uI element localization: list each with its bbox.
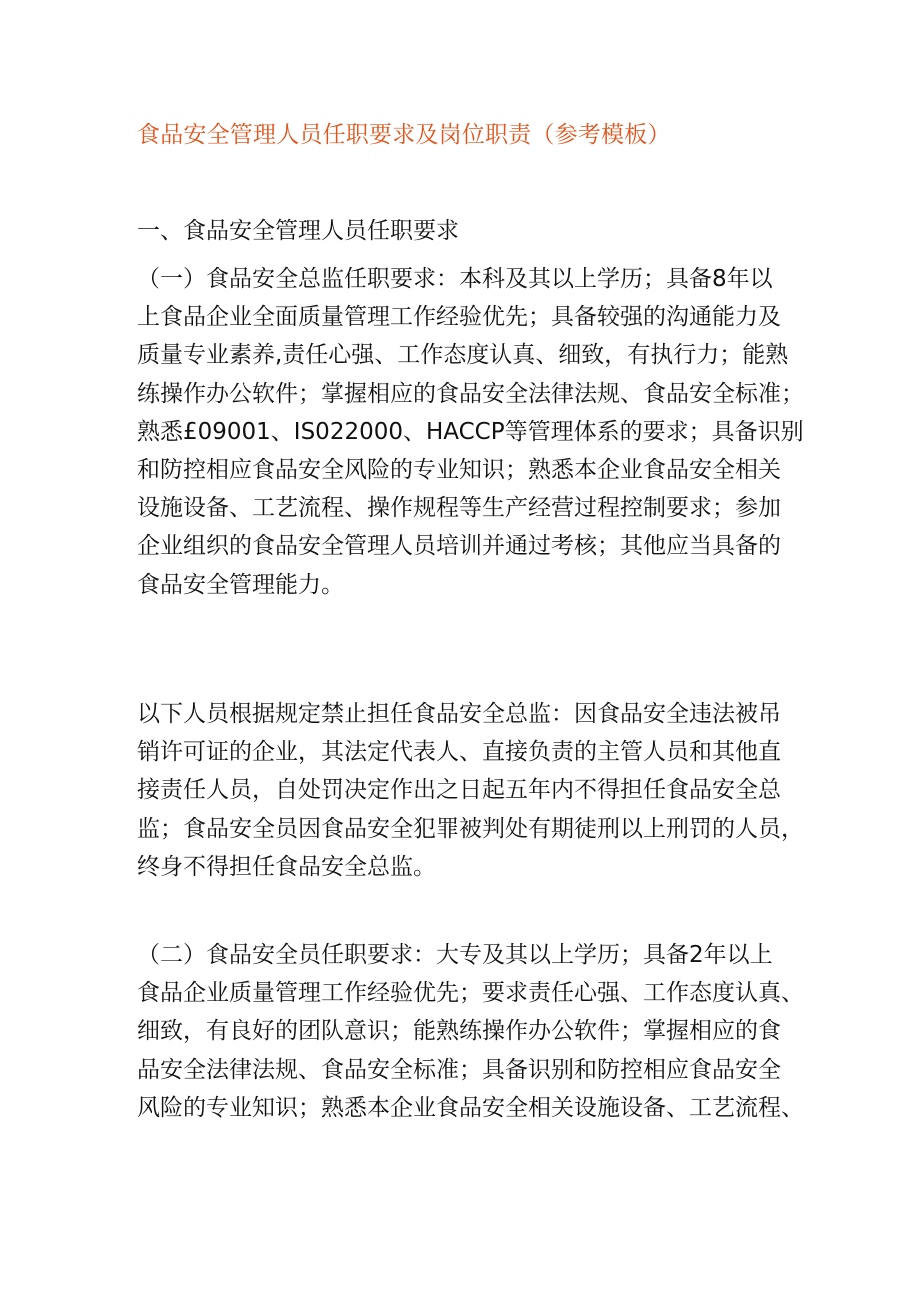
paragraph-line: 接责任人员，自处罚决定作出之日起五年内不得担任食品安全总 <box>137 777 781 804</box>
paragraph-line: 和防控相应食品安全风险的专业知识；熟悉本企业食品安全相关 <box>137 456 781 483</box>
paragraph-line: 终身不得担任食品安全总监。 <box>137 853 436 880</box>
paragraph-line: 设施设备、工艺流程、操作规程等生产经营过程控制要求；参加 <box>137 495 781 522</box>
paragraph-line: 风险的专业知识；熟悉本企业食品安全相关设施设备、工艺流程、 <box>137 1094 804 1121</box>
paragraph-2 <box>137 695 804 886</box>
paragraph-line: 监；食品安全员因食品安全犯罪被判处有期徒刑以上刑罚的人员， <box>137 815 804 842</box>
paragraph-line: 食品企业质量管理工作经验优先；要求责任心强、工作态度认真、 <box>137 980 804 1007</box>
paragraph-1 <box>137 260 804 604</box>
paragraph-line: 企业组织的食品安全管理人员培训并通过考核；其他应当具备的 <box>137 533 781 560</box>
section-heading-1: 一、食品安全管理人员任职要求 <box>137 218 459 244</box>
paragraph-line: 熟悉£09001、IS022000、HACCP等管理体系的要求；具备识别 <box>137 418 804 445</box>
paragraph-line: 食品安全管理能力。 <box>137 571 344 598</box>
paragraph-line: 品安全法律法规、食品安全标准；具备识别和防控相应食品安全 <box>137 1056 781 1083</box>
paragraph-3 <box>137 936 804 1127</box>
document-title: 食品安全管理人员任职要求及岗位职责（参考模板） <box>137 122 671 148</box>
paragraph-line: （一）食品安全总监任职要求：本科及其以上学历；具备8年以 <box>137 266 773 292</box>
paragraph-line: 以下人员根据规定禁止担任食品安全总监：因食品安全违法被吊 <box>137 701 781 727</box>
paragraph-line: （二）食品安全员任职要求：大专及其以上学历；具备2年以上 <box>137 942 773 968</box>
paragraph-line: 销许可证的企业，其法定代表人、直接负责的主管人员和其他直 <box>137 739 781 766</box>
paragraph-line: 练操作办公软件；掌握相应的食品安全法律法规、食品安全标准； <box>137 380 804 407</box>
paragraph-line: 细致，有良好的团队意识；能熟练操作办公软件；掌握相应的食 <box>137 1018 781 1045</box>
paragraph-line: 质量专业素养,责任心强、工作态度认真、细致，有执行力；能熟 <box>137 342 789 369</box>
paragraph-line: 上食品企业全面质量管理工作经验优先；具备较强的沟通能力及 <box>137 304 781 331</box>
